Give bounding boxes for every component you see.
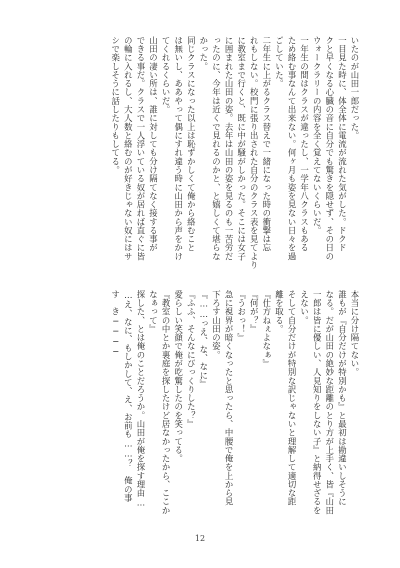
text-line: に教室まで行くと、既に中が騒がしかった。そこには女子 (236, 36, 247, 261)
text-line: てくれるくらいだ。 (161, 36, 172, 114)
text-line: …え、なに、もしかして、え、お前も……？ 俺の事 (123, 290, 134, 503)
text-line: 離を取る。 (274, 290, 285, 334)
page-number: 12 (194, 534, 206, 543)
text-line: 探した、とは俺のことだろうか。山田が俺を探す理由… (135, 290, 146, 508)
text-line: 『……っえ、な、なに』 (198, 290, 209, 389)
text-line: の輪に入れるし、大人数と絡むのが好きじゃない奴にはサ (123, 36, 134, 261)
text-line: 本当に分け隔てない。 (350, 290, 360, 377)
text-line: かった。 (198, 36, 209, 71)
text-line: いたのが山田一郎だった。 (350, 36, 360, 140)
text-line: す き──── (110, 290, 121, 357)
text-line: シで楽しそうに話したりもしてる。 (110, 36, 121, 175)
text-line: そして自分だけが特別な訳じゃないと理解して適切な距 (287, 290, 298, 506)
text-line: 同じクラスになった以上は恥ずかしくて俺から絡むこと (186, 36, 197, 252)
text-line: ったのに、今年は近くで見れるのかと、と嬉しくて堪らな (211, 36, 222, 261)
text-line: 『ふふ、そんなにびっくりした？』 (186, 290, 197, 429)
text-line: 『うおっ！』 (236, 290, 247, 342)
text-line: クと早くなる心臓の音に自分でも驚きを隠せず、その日の (324, 36, 335, 261)
text-line: れもしない。校門に張り出された自分のクラス表を見てより (249, 36, 260, 270)
text-line: ごしていた。 (274, 36, 285, 88)
text-line: 『教室の中とか裏庭を探したけど居なかったから、ここか (161, 290, 172, 515)
text-line: は無いし、ああやって偶にすれ違う時に山田から声をかけ (173, 36, 184, 261)
text-line: 山田の凄い所は、誰に対しても分け隔てなく接する事が (148, 36, 159, 252)
text-line: 下ろす山田の姿。 (211, 290, 222, 360)
text-line: 急に視界が暗くなったと思ったら、中腰で俺を上から見 (224, 290, 235, 506)
lower-text-block (44, 290, 361, 526)
text-line: えない。 (299, 290, 310, 325)
text-line: 一郎は皆に優しい、人見知りをしない子』と納得せざるを (312, 290, 323, 515)
text-line: 一年生の間はクラスが違ったし、一学年八クラスもある (299, 36, 310, 252)
text-line: ため絡む事なんて出来ない。何ヶ月も姿を見ない日々を過 (287, 36, 298, 261)
text-line: なぁって』 (148, 290, 159, 334)
text-line: 愛らしい笑顔で俺が吃驚したのを笑ってる。 (173, 290, 184, 463)
upper-text-block (44, 36, 361, 274)
text-line: 誰もが『自分だけが特別かも』と最初は勘違いしそうに (337, 290, 348, 506)
text-line: 『仕方ねぇよなぁ』 (261, 290, 272, 368)
text-line: 『何が？』 (249, 290, 260, 334)
text-line: に囲まれた山田の姿。去年は山田の姿を見るのも一苦労だ (224, 36, 235, 261)
text-line: 一目見た時に、体全体に電流が流れた気がした。ドクド (337, 36, 348, 252)
text-line: 二年生に上がるクラス替えで一緒になった時の衝撃は忘 (261, 36, 272, 252)
text-line: なる。だが山田の絶妙な距離のとり方が上手く、皆『山田 (324, 290, 335, 515)
text-line: できる事だ。クラスで一人浮いている奴が居れば直ぐに皆 (135, 36, 146, 261)
text-line: ウォークラリーの内容を全く覚えてないくらいだ。 (312, 36, 323, 235)
